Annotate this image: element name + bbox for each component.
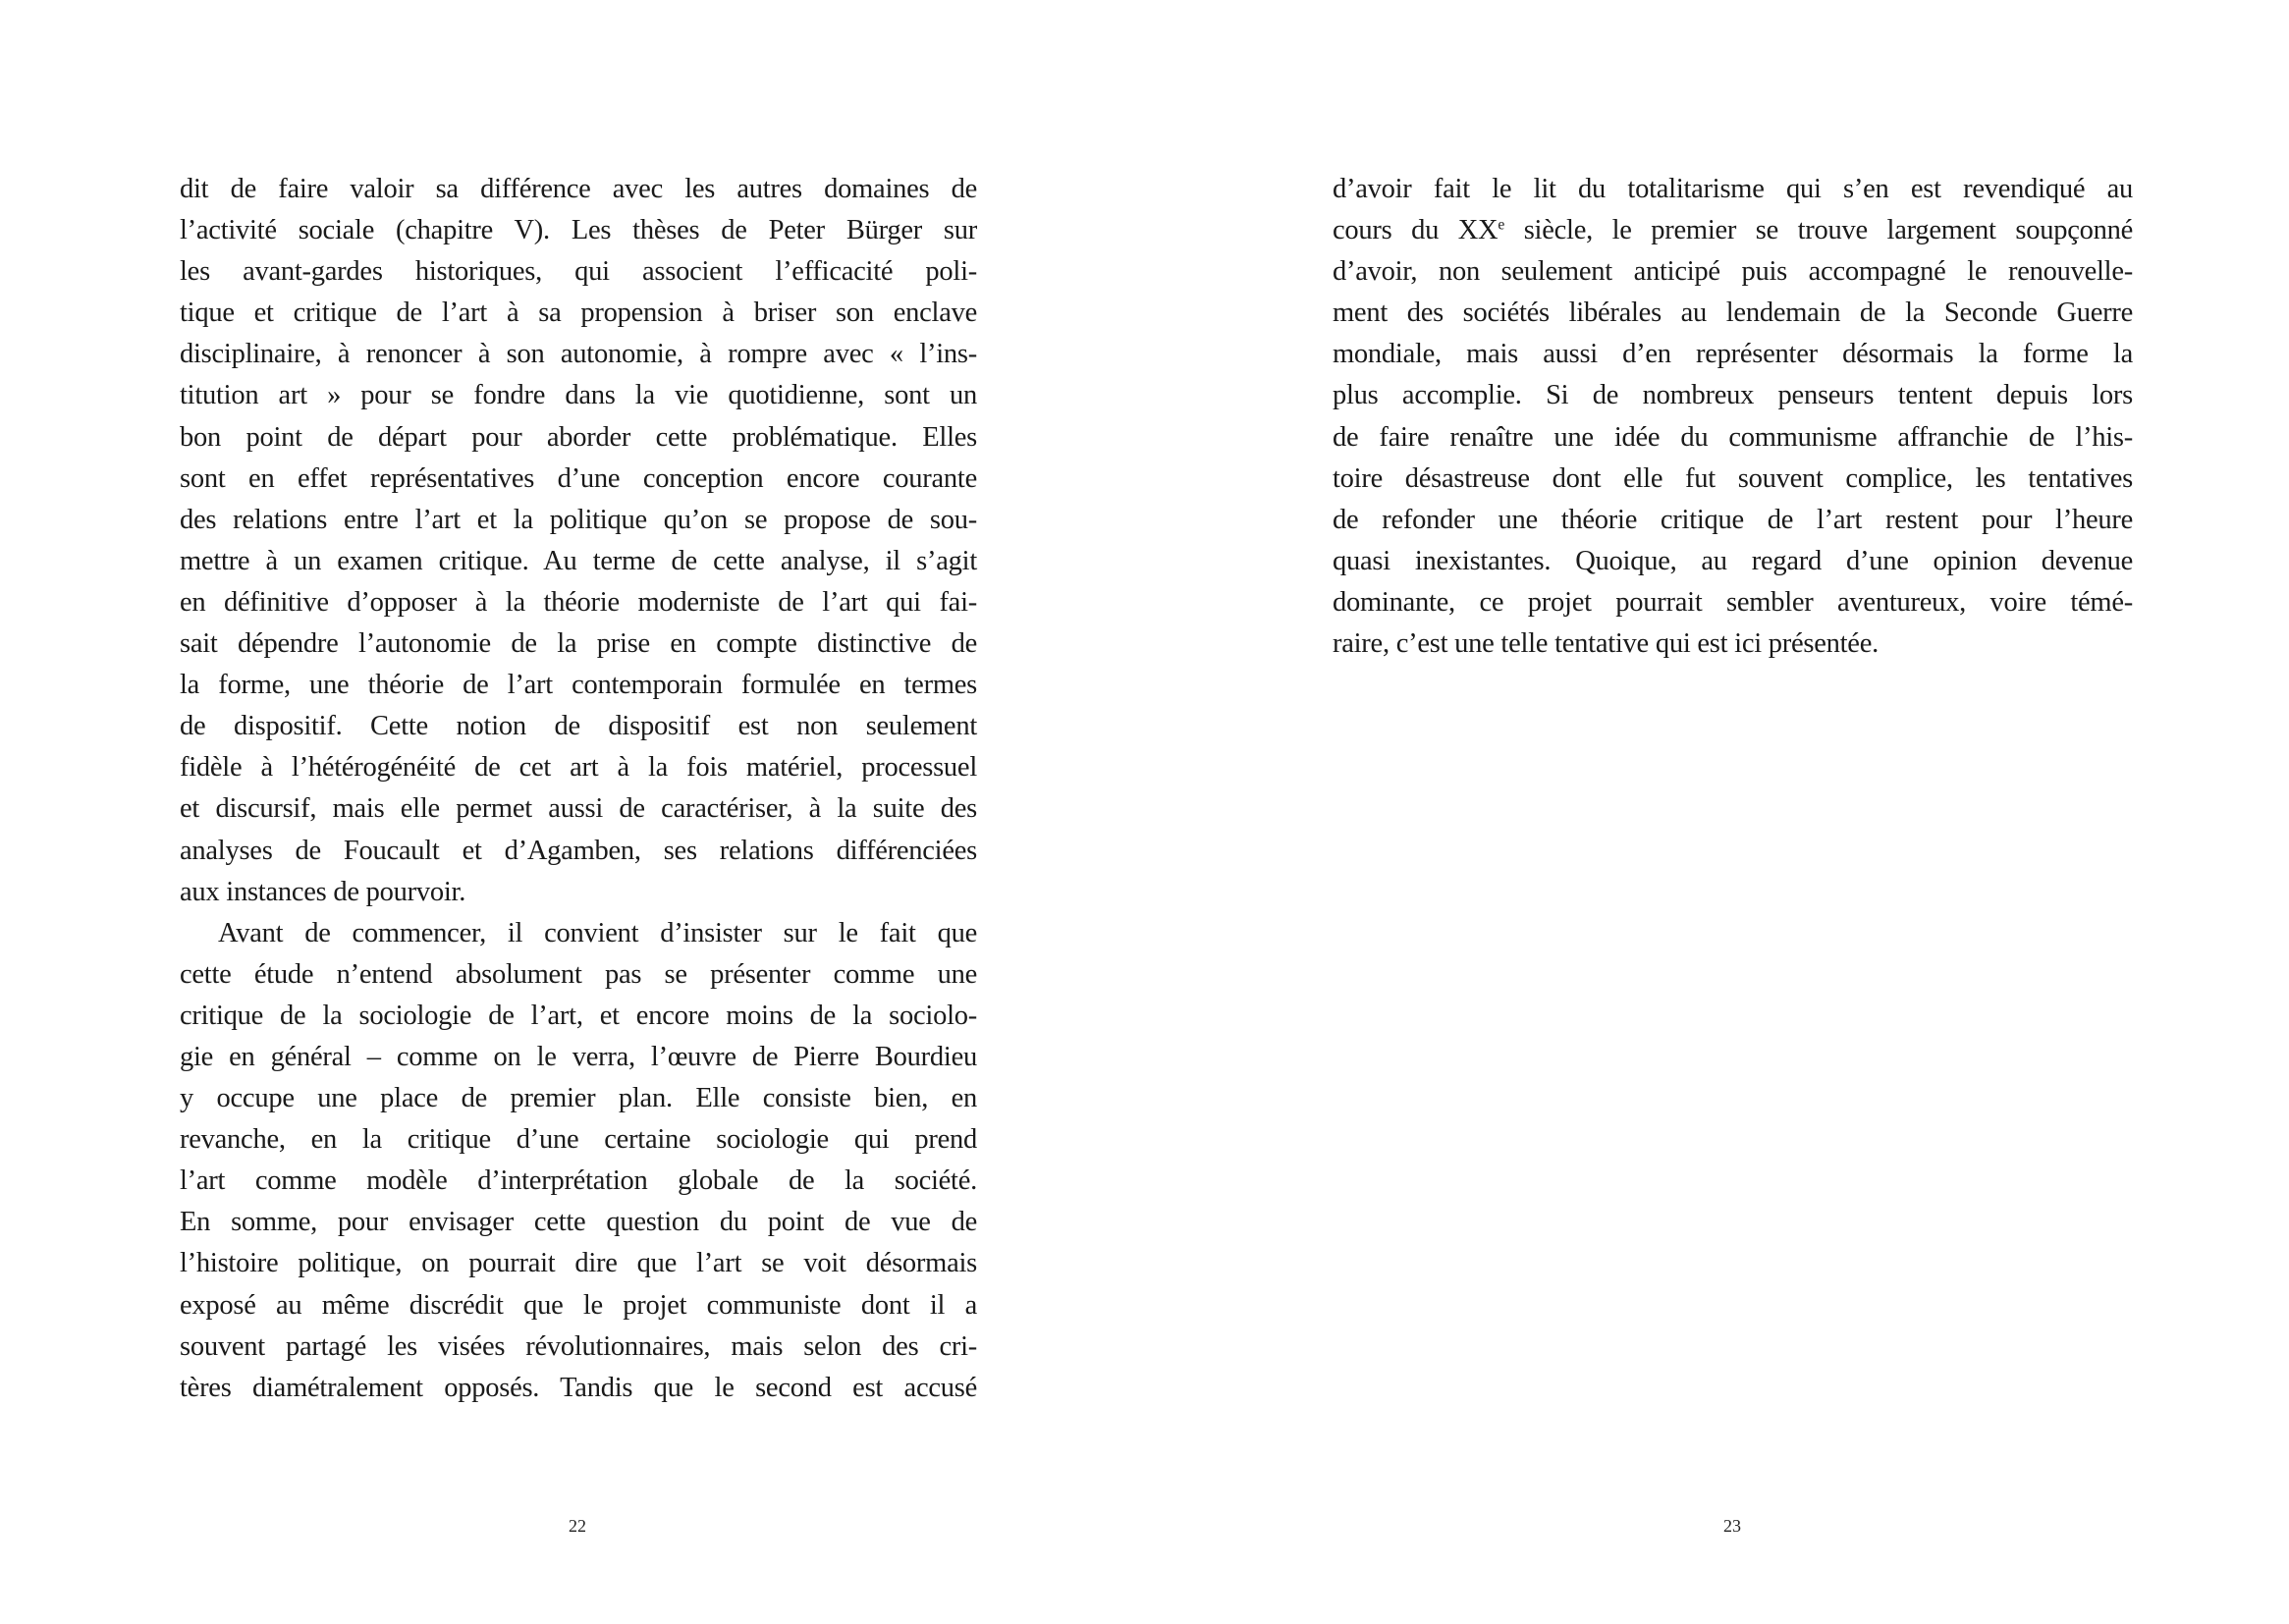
text-line: gie en général – comme on le verra, l’œuvre de Pierre Bourdieu: [180, 1041, 977, 1072]
superscript: e: [1498, 216, 1505, 234]
text-line: d’avoir, non seulement anticipé puis accompagné le renouvelle-: [1333, 256, 2133, 288]
page-number-left: 22: [569, 1516, 586, 1536]
text-line: plus accomplie. Si de nombreux penseurs tentent depuis lors: [1333, 380, 2133, 411]
text-line: de refonder une théorie critique de l’art restent pour l’heure: [1333, 504, 2133, 535]
text-line: critique de la sociologie de l’art, et encore moins de la sociolo-: [180, 1000, 977, 1031]
text-line: raire, c’est une telle tentative qui est ici présentée.: [1333, 628, 1879, 660]
text-line: quasi inexistantes. Quoique, au regard d’une opinion devenue: [1333, 545, 2133, 576]
text-line: aux instances de pourvoir.: [180, 876, 466, 907]
text-line: bon point de départ pour aborder cette problématique. Elles: [180, 421, 977, 453]
text-line: exposé au même discrédit que le projet communiste dont il a: [180, 1289, 977, 1321]
text-line: mettre à un examen critique. Au terme de cette analyse, il s’agit: [180, 545, 977, 576]
text-fragment: siècle, le premier se trouve largement soupçonné: [1504, 215, 2133, 246]
text-line: des relations entre l’art et la politique qu’on se propose de sou-: [180, 504, 977, 535]
text-line: l’activité sociale (chapitre V). Les thèses de Peter Bürger sur: [180, 215, 977, 246]
text-line: titution art » pour se fondre dans la vie quotidienne, sont un: [180, 380, 977, 411]
text-line: analyses de Foucault et d’Agamben, ses relations différenciées: [180, 835, 977, 866]
text-line: fidèle à l’hétérogénéité de cet art à la fois matériel, processuel: [180, 752, 977, 784]
text-line: l’art comme modèle d’interprétation globale de la société.: [180, 1165, 977, 1197]
text-line: d’avoir fait le lit du totalitarisme qui s’en est revendiqué au: [1333, 174, 2133, 204]
page-number-right: 23: [1723, 1516, 1741, 1536]
text-line: la forme, une théorie de l’art contemporain formulée en termes: [180, 670, 977, 701]
text-line: de faire renaître une idée du communisme affranchie de l’his-: [1333, 421, 2133, 453]
text-line: sait dépendre l’autonomie de la prise en compte distinctive de: [180, 628, 977, 660]
text-line: sont en effet représentatives d’une conception encore courante: [180, 462, 977, 494]
text-line: souvent partagé les visées révolutionnaires, mais selon des cri-: [180, 1330, 977, 1362]
text-line: Avant de commencer, il convient d’insister sur le fait que: [218, 917, 977, 948]
text-line: disciplinaire, à renoncer à son autonomie, à rompre avec « l’ins-: [180, 339, 977, 370]
text-line: les avant-gardes historiques, qui associent l’efficacité poli-: [180, 256, 977, 288]
text-line: mondiale, mais aussi d’en représenter désormais la forme la: [1333, 339, 2133, 370]
text-line: dit de faire valoir sa différence avec les autres domaines de: [180, 174, 977, 204]
text-line: En somme, pour envisager cette question du point de vue de: [180, 1207, 977, 1238]
right-page-text: [1333, 169, 2133, 665]
text-line: ment des sociétés libérales au lendemain de la Seconde Guerre: [1333, 298, 2133, 329]
text-line: [1333, 210, 2133, 251]
text-line: y occupe une place de premier plan. Elle consiste bien, en: [180, 1083, 977, 1114]
text-fragment: cours du XX: [1333, 215, 1499, 246]
text-line: tères diamétralement opposés. Tandis que le second est accusé: [180, 1372, 977, 1403]
text-line: dominante, ce projet pourrait sembler aventureux, voire témé-: [1333, 586, 2133, 618]
text-line: cette étude n’entend absolument pas se présenter comme une: [180, 958, 977, 990]
text-line: toire désastreuse dont elle fut souvent complice, les tentatives: [1333, 462, 2133, 494]
text-line: et discursif, mais elle permet aussi de caractériser, à la suite des: [180, 793, 977, 825]
text-line: en définitive d’opposer à la théorie moderniste de l’art qui fai-: [180, 586, 977, 618]
left-page-text: [180, 169, 977, 1409]
text-line: l’histoire politique, on pourrait dire que l’art se voit désormais: [180, 1248, 977, 1279]
text-line: de dispositif. Cette notion de dispositif est non seulement: [180, 711, 977, 742]
text-line: tique et critique de l’art à sa propension à briser son enclave: [180, 298, 977, 329]
text-line: revanche, en la critique d’une certaine sociologie qui prend: [180, 1124, 977, 1156]
